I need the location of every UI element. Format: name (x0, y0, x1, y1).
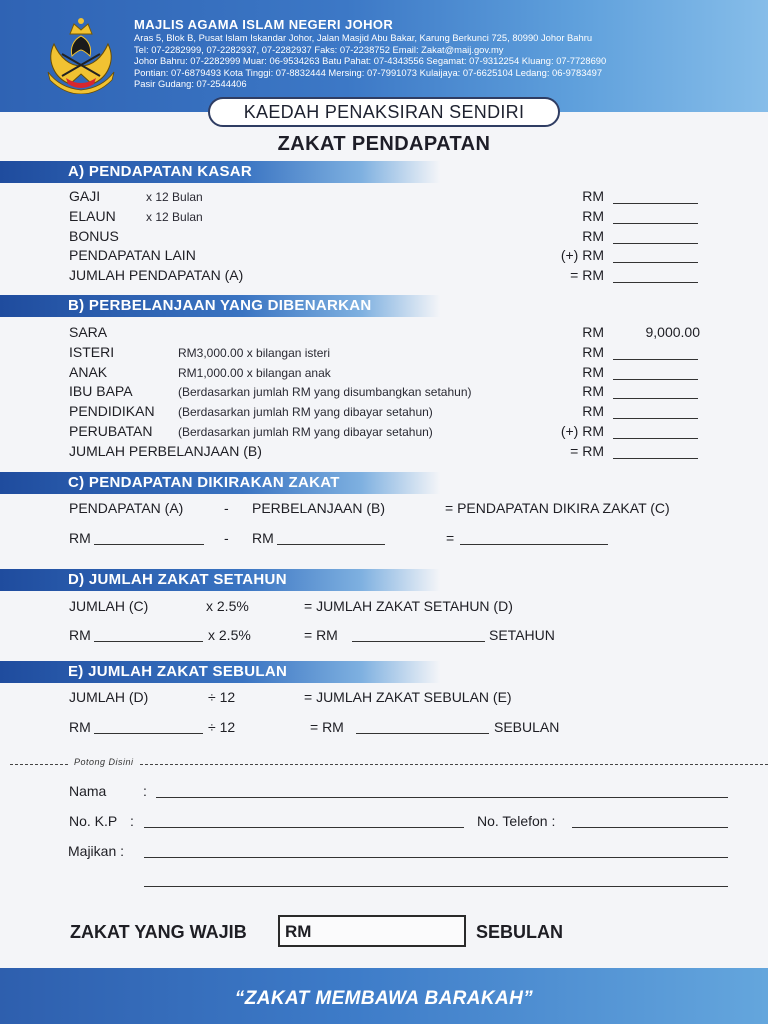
pendidikan-amount-field[interactable] (613, 418, 698, 419)
row-prefix: RM (582, 188, 604, 204)
row-note: (Berdasarkan jumlah RM yang dibayar setahun) (178, 405, 433, 419)
row-label: SARA (69, 324, 108, 340)
row-label: BONUS (69, 228, 119, 244)
jumlah-pendapatan-field[interactable] (613, 282, 698, 283)
e-unit-label: SEBULAN (494, 719, 560, 735)
row-label: ISTERI (69, 344, 115, 360)
row-prefix: (+) RM (560, 423, 604, 439)
d-result-field[interactable] (352, 641, 485, 642)
employer-field-line-2[interactable] (144, 886, 728, 887)
row-prefix: = RM (570, 267, 604, 283)
row-label: ELAUN (69, 208, 116, 224)
cut-label: Potong Disini (68, 757, 140, 767)
kp-colon: : (130, 813, 134, 829)
e-divisor-label: ÷ 12 (208, 689, 236, 705)
sara-value: 9,000.00 (645, 324, 700, 340)
row-note: RM1,000.00 x bilangan anak (178, 366, 331, 380)
perubatan-amount-field[interactable] (613, 438, 698, 439)
row-isteri (0, 344, 768, 364)
row-pendapatan-lain (0, 247, 768, 267)
row-label: ANAK (69, 364, 108, 380)
d-rate-label: x 2.5% (206, 598, 249, 614)
section-b-header (0, 295, 440, 317)
zakat-wajib-unit: SEBULAN (476, 922, 564, 942)
row-prefix: (+) RM (560, 247, 604, 263)
org-address: Aras 5, Blok B, Pusat Islam Iskandar Johor, Jalan Masjid Abu Bakar, Karung Berkunci 725, 80990 Johor Bahru (134, 32, 593, 43)
d-jumlah-label: JUMLAH (C) (69, 598, 149, 614)
elaun-amount-field[interactable] (613, 223, 698, 224)
row-label: JUMLAH PENDAPATAN (A) (69, 267, 244, 283)
isteri-amount-field[interactable] (613, 359, 698, 360)
phone-field[interactable] (572, 827, 728, 828)
e-jumlah-label: JUMLAH (D) (69, 689, 149, 705)
section-c-title: C) PENDAPATAN DIKIRAKAN ZAKAT (68, 474, 340, 491)
c-pendapatan-label: PENDAPATAN (A) (69, 500, 184, 516)
row-label: GAJI (69, 188, 101, 204)
zakat-wajib-rm-prefix: RM (285, 922, 312, 941)
row-gaji (0, 188, 768, 208)
e-divisor-label-2: ÷ 12 (208, 719, 236, 735)
row-label: IBU BAPA (69, 383, 133, 399)
ibu-bapa-amount-field[interactable] (613, 398, 698, 399)
row-note: (Berdasarkan jumlah RM yang dibayar setahun) (178, 425, 433, 439)
org-info (134, 18, 606, 90)
e-equals-rm-label: = RM (310, 719, 344, 735)
row-bonus (0, 228, 768, 248)
row-jumlah-pendapatan (0, 267, 768, 287)
d-rate-label-2: x 2.5% (208, 627, 251, 643)
name-field[interactable] (156, 797, 728, 798)
c-perbelanjaan-label: PERBELANJAAN (B) (252, 500, 386, 516)
section-a-header (0, 161, 440, 183)
header-banner (0, 0, 768, 112)
c-pendapatan-field[interactable] (94, 544, 204, 545)
branch-phones-2: Pontian: 07-6879493 Kota Tinggi: 07-8832444 Mersing: 07-7991073 Kulaijaya: 07-6625104 Ledang: 06-9783497 (134, 66, 603, 78)
org-name: MAJLIS AGAMA ISLAM NEGERI JOHOR (134, 17, 394, 32)
kp-label: No. K.P (69, 813, 118, 829)
row-pendidikan (0, 403, 768, 423)
c-minus-sign: - (224, 500, 229, 516)
row-prefix: RM (582, 383, 604, 399)
kp-field[interactable] (144, 827, 464, 828)
name-colon: : (143, 783, 147, 799)
e-rm-label: RM (69, 719, 91, 735)
row-label: PENDAPATAN LAIN (69, 247, 196, 263)
row-prefix: RM (582, 344, 604, 360)
footer-slogan: “ZAKAT MEMBAWA BARAKAH” (234, 988, 534, 1009)
row-label: PERUBATAN (69, 423, 153, 439)
anak-amount-field[interactable] (613, 379, 698, 380)
section-e-header (0, 661, 440, 683)
document-title: KAEDAH PENAKSIRAN SENDIRI (208, 97, 560, 127)
branch-phones-1: Johor Bahru: 07-2282999 Muar: 06-9534263 Batu Pahat: 07-4343556 Segamat: 07-9312254 Kluang: 07-7728690 (134, 55, 607, 67)
row-note: RM3,000.00 x bilangan isteri (178, 346, 331, 360)
c-result-label: = PENDAPATAN DIKIRA ZAKAT (C) (445, 500, 670, 516)
c-rm1-label: RM (69, 530, 91, 546)
section-c-header (0, 472, 440, 494)
d-result-label: = JUMLAH ZAKAT SETAHUN (D) (304, 598, 513, 614)
row-label: JUMLAH PERBELANJAAN (B) (69, 443, 262, 459)
c-rm2-label: RM (252, 530, 274, 546)
row-prefix: = RM (570, 443, 604, 459)
state-crest-icon (40, 14, 122, 94)
section-a-title: A) PENDAPATAN KASAR (68, 163, 253, 180)
branch-phones-3: Pasir Gudang: 07-2544406 (134, 78, 247, 90)
section-d-header (0, 569, 440, 591)
row-jumlah-perbelanjaan (0, 443, 768, 463)
row-prefix: RM (582, 208, 604, 224)
section-d-title: D) JUMLAH ZAKAT SETAHUN (68, 571, 287, 588)
jumlah-perbelanjaan-field[interactable] (613, 458, 698, 459)
row-label: PENDIDIKAN (69, 403, 155, 419)
row-prefix: RM (582, 324, 604, 340)
section-e-title: E) JUMLAH ZAKAT SEBULAN (68, 663, 288, 680)
row-sara (0, 324, 768, 344)
phone-label: No. Telefon : (477, 813, 556, 829)
d-jumlah-field[interactable] (94, 641, 203, 642)
e-result-field[interactable] (356, 733, 489, 734)
d-unit-label: SETAHUN (489, 627, 555, 643)
zakat-wajib-label: ZAKAT YANG WAJIB (70, 922, 247, 942)
pendapatan-lain-amount-field[interactable] (613, 262, 698, 263)
d-equals-rm-label: = RM (304, 627, 338, 643)
document-subtitle: ZAKAT PENDAPATAN (277, 133, 491, 155)
row-anak (0, 364, 768, 384)
employer-field[interactable] (144, 857, 728, 858)
c-perbelanjaan-field[interactable] (277, 544, 385, 545)
row-perubatan (0, 423, 768, 443)
row-prefix: RM (582, 364, 604, 380)
row-note: x 12 Bulan (146, 210, 203, 224)
zakat-wajib-amount-box[interactable] (278, 915, 466, 947)
e-jumlah-field[interactable] (94, 733, 203, 734)
footer-banner (0, 968, 768, 1024)
name-label: Nama (69, 783, 107, 799)
row-elaun (0, 208, 768, 228)
c-result-field[interactable] (460, 544, 608, 545)
row-note: (Berdasarkan jumlah RM yang disumbangkan setahun) (178, 385, 472, 399)
row-note: x 12 Bulan (146, 190, 203, 204)
gaji-amount-field[interactable] (613, 203, 698, 204)
row-prefix: RM (582, 403, 604, 419)
employer-label: Majikan : (68, 843, 125, 859)
section-b-title: B) PERBELANJAAN YANG DIBENARKAN (68, 297, 372, 314)
c-minus-sign-2: - (224, 530, 229, 546)
e-result-label: = JUMLAH ZAKAT SEBULAN (E) (304, 689, 512, 705)
org-contact: Tel: 07-2282999, 07-2282937, 07-2282937 Faks: 07-2238752 Email: Zakat@maij.gov.my (134, 43, 504, 55)
bonus-amount-field[interactable] (613, 243, 698, 244)
d-rm-label: RM (69, 627, 91, 643)
c-equals-sign: = (446, 530, 455, 546)
row-prefix: RM (582, 228, 604, 244)
row-ibu-bapa (0, 383, 768, 403)
